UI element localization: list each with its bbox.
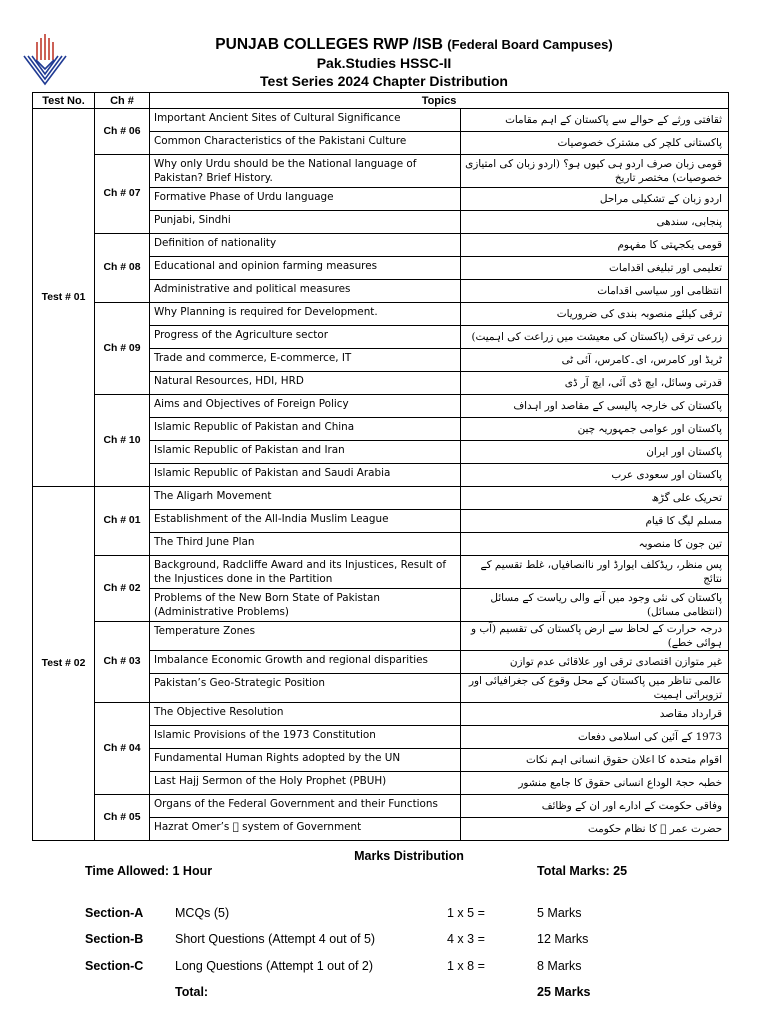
chapter-cell: Ch # 10 — [95, 395, 150, 487]
test-number-cell: Test # 01 — [33, 109, 95, 487]
topic-urdu: قومی زبان صرف اردو ہی کیوں ہو؟ (اردو زبان کی امتیازی خصوصیات) مختصر تاریخ — [461, 155, 729, 188]
topic-urdu: اقوام متحدہ کا اعلان حقوق انسانی اہم نکات — [461, 749, 729, 772]
topic-urdu: قدرتی وسائل، ایچ ڈی آئی، ایچ آر ڈی — [461, 372, 729, 395]
topic-english: Trade and commerce, E-commerce, IT — [150, 349, 461, 372]
chapter-cell: Ch # 07 — [95, 155, 150, 234]
topic-urdu: مسلم لیگ کا قیام — [461, 510, 729, 533]
topic-urdu: حضرت عمر ﷜ کا نظام حکومت — [461, 818, 729, 841]
topic-urdu: پنجابی، سندھی — [461, 211, 729, 234]
topic-english: Establishment of the All-India Muslim League — [150, 510, 461, 533]
chapter-cell: Ch # 09 — [95, 303, 150, 395]
topic-urdu: ترقی کیلئے منصوبہ بندی کی ضروریات — [461, 303, 729, 326]
section-calc: 4 x 3 = — [447, 932, 485, 946]
table-row — [33, 155, 729, 188]
topic-english: Important Ancient Sites of Cultural Significance — [150, 109, 461, 132]
topic-english: Islamic Republic of Pakistan and Iran — [150, 441, 461, 464]
chapter-cell: Ch # 06 — [95, 109, 150, 155]
topic-urdu: اردو زبان کے تشکیلی مراحل — [461, 188, 729, 211]
col-header-chapter: Ch # — [95, 93, 150, 109]
section-marks: 12 Marks — [537, 932, 589, 946]
topic-urdu: پاکستان کی نئی وجود میں آنے والی ریاست کے مسائل (انتظامی مسائل) — [461, 589, 729, 622]
section-desc: Short Questions (Attempt 4 out of 5) — [175, 932, 376, 946]
table-row — [33, 795, 729, 818]
topic-english: The Objective Resolution — [150, 703, 461, 726]
section-calc: 1 x 5 = — [447, 906, 485, 920]
topic-english: Definition of nationality — [150, 234, 461, 257]
topic-english: The Third June Plan — [150, 533, 461, 556]
topic-urdu: وفاقی حکومت کے ادارے اور ان کے وظائف — [461, 795, 729, 818]
topic-english: Educational and opinion farming measures — [150, 257, 461, 280]
topic-english: Aims and Objectives of Foreign Policy — [150, 395, 461, 418]
section-marks: 5 Marks — [537, 906, 582, 920]
chapter-cell: Ch # 02 — [95, 556, 150, 622]
topic-english: Last Hajj Sermon of the Holy Prophet (PBUH) — [150, 772, 461, 795]
col-header-test-no: Test No. — [33, 93, 95, 109]
topic-urdu: درجہ حرارت کے لحاظ سے ارض پاکستان کی تقسیم (آب و ہوائی خطے) — [461, 622, 729, 651]
topic-urdu: زرعی ترقی (پاکستان کی معیشت میں زراعت کی اہمیت) — [461, 326, 729, 349]
topic-english: The Aligarh Movement — [150, 487, 461, 510]
topic-urdu: عالمی تناظر میں پاکستان کے محل وقوع کی جغرافیائی اور تزویراتی اہمیت — [461, 674, 729, 703]
table-row — [33, 622, 729, 651]
topic-urdu: ٹریڈ اور کامرس، ای۔کامرس، آئی ٹی — [461, 349, 729, 372]
topic-urdu: غیر متوازن اقتصادی ترقی اور علاقائی عدم توازن — [461, 651, 729, 674]
table-body — [33, 109, 729, 841]
section-desc: MCQs (5) — [175, 906, 230, 920]
topic-urdu: پس منظر، ریڈکلف ایوارڈ اور ناانصافیاں، غلط تقسیم کے نتائج — [461, 556, 729, 589]
section-name: Section-B — [85, 932, 144, 946]
topic-urdu: پاکستان اور عوامی جمہوریہ چین — [461, 418, 729, 441]
campuses-label: (Federal Board Campuses) — [447, 37, 613, 52]
section-desc: Long Questions (Attempt 1 out of 2) — [175, 959, 374, 973]
topic-urdu: پاکستان کی خارجہ پالیسی کے مقاصد اور اہداف — [461, 395, 729, 418]
chapter-cell: Ch # 04 — [95, 703, 150, 795]
topic-english: Punjabi, Sindhi — [150, 211, 461, 234]
chapter-cell: Ch # 01 — [95, 487, 150, 556]
topic-english: Hazrat Omer’s ﷜ system of Government — [150, 818, 461, 841]
chapter-cell: Ch # 05 — [95, 795, 150, 841]
chapter-cell: Ch # 03 — [95, 622, 150, 703]
college-name: PUNJAB COLLEGES RWP /ISB — [215, 36, 443, 53]
time-allowed: Time Allowed: 1 Hour — [85, 864, 213, 878]
section-name: Section-A — [85, 906, 144, 920]
topic-english: Islamic Republic of Pakistan and Saudi Arabia — [150, 464, 461, 487]
college-title — [60, 36, 768, 54]
topic-english: Natural Resources, HDI, HRD — [150, 372, 461, 395]
topic-english: Administrative and political measures — [150, 280, 461, 303]
topic-english: Why only Urdu should be the National language of Pakistan? Brief History. — [150, 155, 461, 188]
topic-urdu: تحریک علی گڑھ — [461, 487, 729, 510]
topic-english: Why Planning is required for Development. — [150, 303, 461, 326]
topic-english: Background, Radcliffe Award and its Injustices, Result of the Injustices done in the Partition — [150, 556, 461, 589]
section-name: Section-C — [85, 959, 144, 973]
table-row — [33, 703, 729, 726]
total-marks: Total Marks: 25 — [537, 864, 628, 878]
topic-urdu: انتظامی اور سیاسی اقدامات — [461, 280, 729, 303]
table-row — [33, 556, 729, 589]
topic-english: Formative Phase of Urdu language — [150, 188, 461, 211]
table-row — [33, 395, 729, 418]
topic-urdu: قومی یکجہتی کا مفہوم — [461, 234, 729, 257]
topic-english: Organs of the Federal Government and their Functions — [150, 795, 461, 818]
test-number-cell: Test # 02 — [33, 487, 95, 841]
topic-english: Pakistan’s Geo-Strategic Position — [150, 674, 461, 703]
subject-title: Pak.Studies HSSC-II — [316, 55, 452, 71]
topic-urdu: پاکستانی کلچر کی مشترک خصوصیات — [461, 132, 729, 155]
marks-title: Marks Distribution — [354, 849, 464, 863]
topic-urdu: 1973 کے آئین کی اسلامی دفعات — [461, 726, 729, 749]
series-title: Test Series 2024 Chapter Distribution — [260, 73, 508, 89]
topic-urdu: ثقافتی ورثے کے حوالے سے پاکستان کے اہم مقامات — [461, 109, 729, 132]
topic-urdu: تین جون کا منصوبہ — [461, 533, 729, 556]
total-value: 25 Marks — [537, 985, 591, 999]
topic-english: Progress of the Agriculture sector — [150, 326, 461, 349]
total-label: Total: — [175, 985, 209, 999]
table-row — [33, 234, 729, 257]
section-calc: 1 x 8 = — [447, 959, 485, 973]
topic-urdu: پاکستان اور سعودی عرب — [461, 464, 729, 487]
topic-urdu: خطبہ حجۃ الوداع انسانی حقوق کا جامع منشور — [461, 772, 729, 795]
topic-english: Imbalance Economic Growth and regional disparities — [150, 651, 461, 674]
chapter-cell: Ch # 08 — [95, 234, 150, 303]
table-row — [33, 303, 729, 326]
topic-urdu: پاکستان اور ایران — [461, 441, 729, 464]
topic-english: Temperature Zones — [150, 622, 461, 651]
topic-english: Fundamental Human Rights adopted by the UN — [150, 749, 461, 772]
topic-english: Islamic Provisions of the 1973 Constitution — [150, 726, 461, 749]
topic-urdu: قرارداد مقاصد — [461, 703, 729, 726]
topic-english: Problems of the New Born State of Pakistan (Administrative Problems) — [150, 589, 461, 622]
section-marks: 8 Marks — [537, 959, 582, 973]
table-row — [33, 109, 729, 132]
topic-urdu: تعلیمی اور تبلیغی اقدامات — [461, 257, 729, 280]
table-header-row — [33, 93, 729, 109]
col-header-topics: Topics — [150, 93, 729, 109]
table-row — [33, 487, 729, 510]
chapter-distribution-table — [32, 92, 729, 841]
topic-english: Islamic Republic of Pakistan and China — [150, 418, 461, 441]
topic-english: Common Characteristics of the Pakistani Culture — [150, 132, 461, 155]
